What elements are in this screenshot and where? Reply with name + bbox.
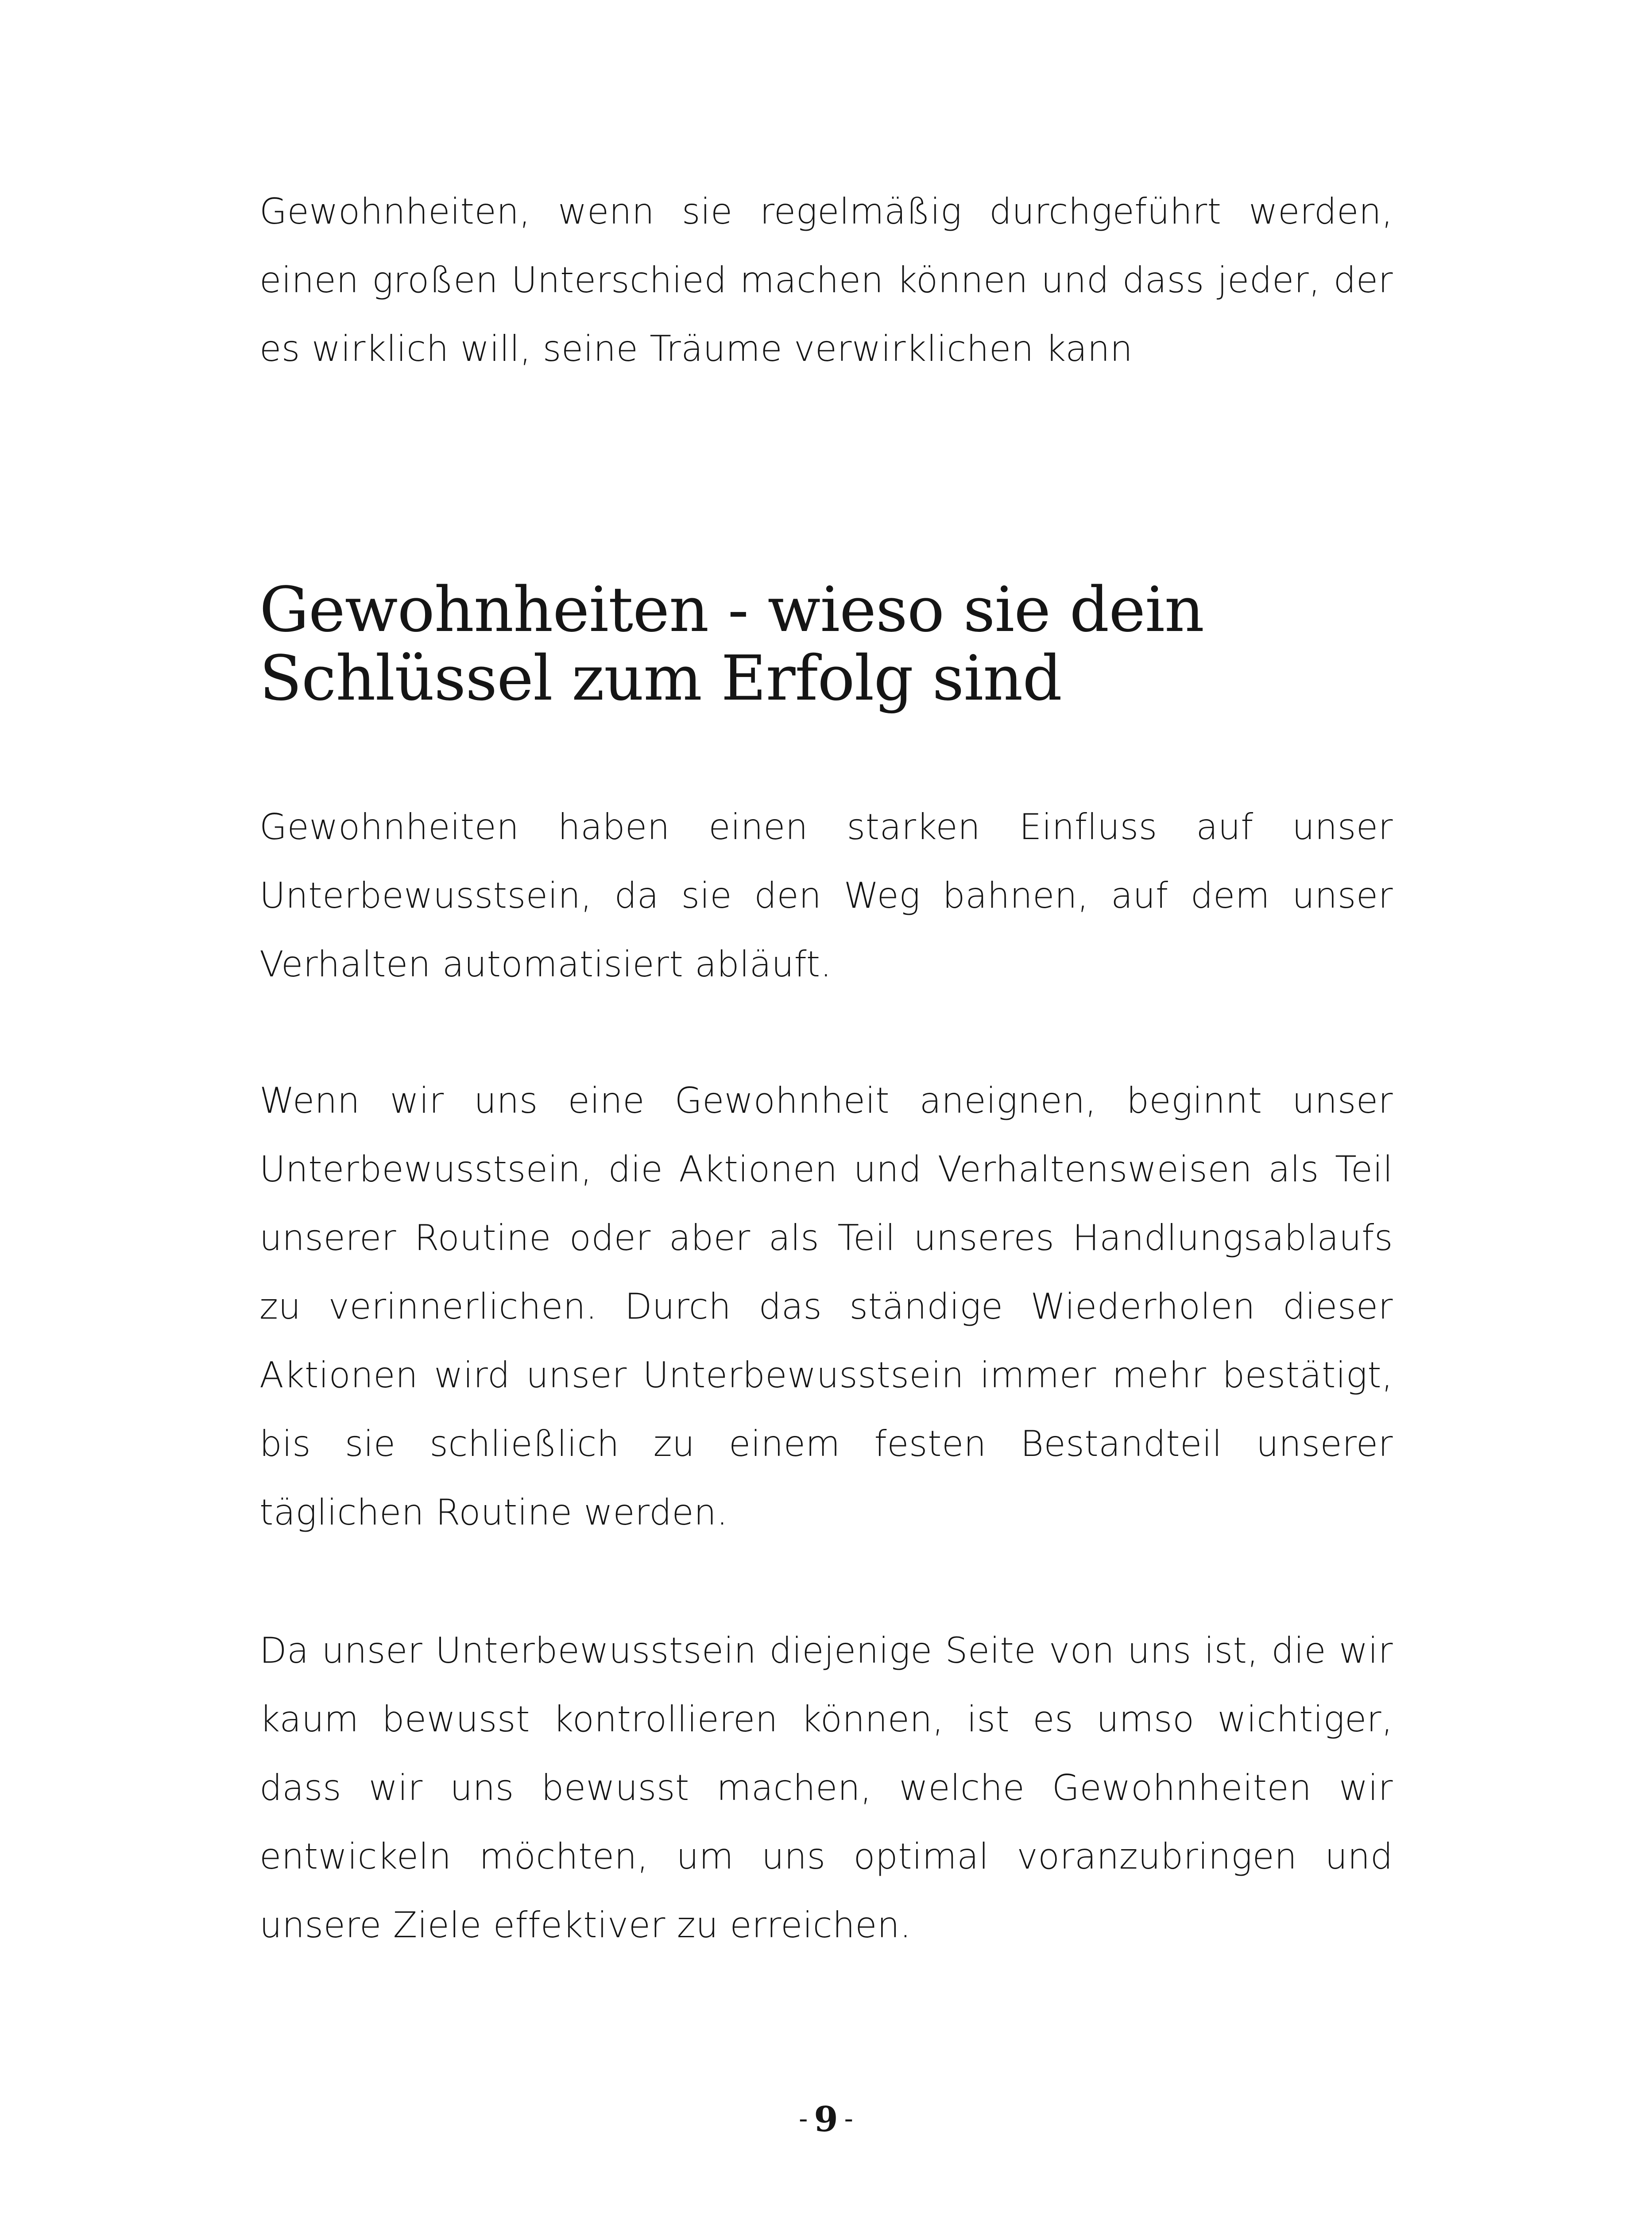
page-number [0,2097,1652,2142]
body-paragraph-1: Gewohnheiten haben einen starken Einfluss auf unser Unterbewusstsein, da sie den Weg bahnen, auf dem unser Verhalten automatisiert abläuft. [259,806,1393,985]
page-number-dash-right: - [844,2103,853,2134]
intro-paragraph: Gewohnheiten, wenn sie regelmäßig durchgeführt werden, einen großen Unterschied machen können und dass jeder, der es wirklich will, seine Träume verwirklichen kann [259,191,1393,369]
section-heading [259,576,1455,713]
page-number-value: 9 [814,2099,838,2140]
body-paragraph-3: Da unser Unterbewusstsein diejenige Seite von uns ist, die wir kaum bewusst kontrollieren können, ist es umso wichtiger, dass wir uns bewusst machen, welche Gewohnheiten wir entwickeln möchten, um uns optimal voranzubringen und unsere Ziele effektiver zu erreichen. [259,1630,1393,1946]
page-number-dash-left: - [799,2103,808,2134]
section-heading-line-1: Gewohnheiten - wieso sie dein [259,574,1204,646]
section-heading-line-2: Schlüssel zum Erfolg sind [259,643,1062,715]
body-paragraph-2: Wenn wir uns eine Gewohnheit aneignen, beginnt unser Unterbewusstsein, die Aktionen und Verhaltensweisen als Teil unserer Routine oder aber als Teil unseres Handlungsablaufs zu verinnerlichen. Durch das ständige Wiederholen dieser Aktionen wird unser Unterbewusstsein immer mehr bestätigt, bis sie schließlich zu einem festen Bestandteil unserer täglichen Routine werden. [259,1080,1393,1533]
